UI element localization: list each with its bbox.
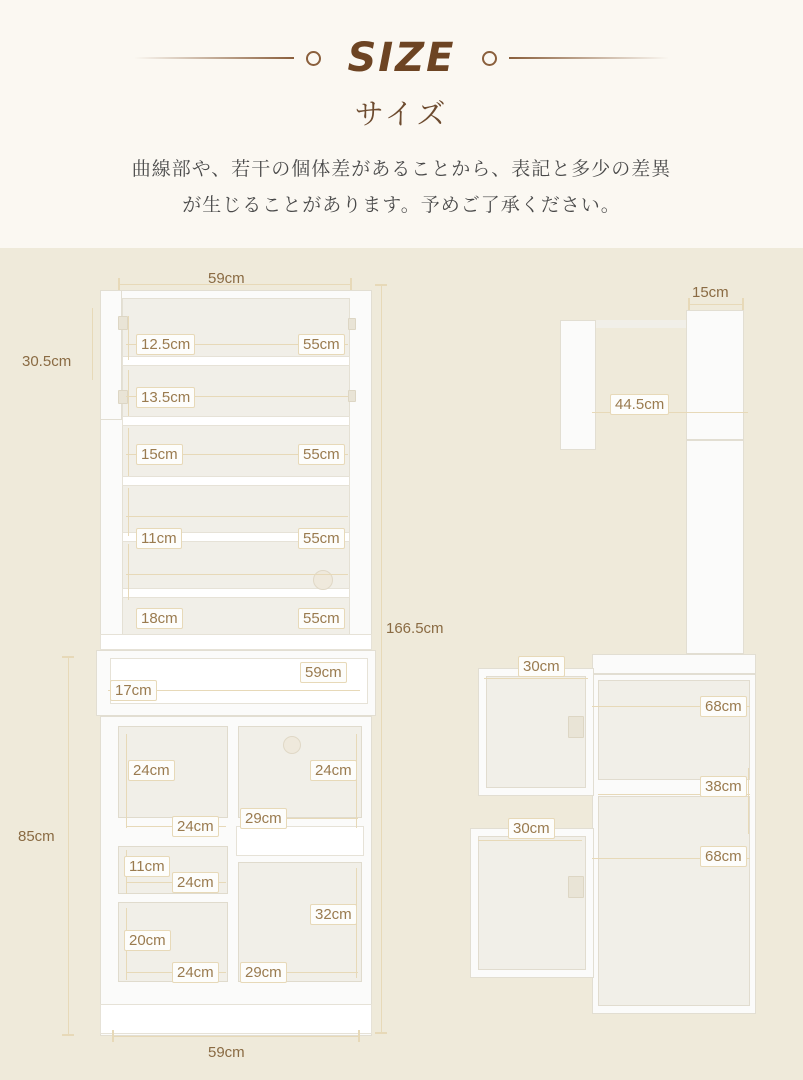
front-upper-right-hinge-bottom <box>348 390 356 402</box>
front-upper-hinge-bottom <box>118 390 128 404</box>
dim-side-mid-height-line <box>748 768 749 834</box>
label-shelf1-width: 55cm <box>298 334 345 355</box>
label-side-drawer-lower: 30cm <box>508 818 555 839</box>
label-bottom-right-w: 29cm <box>240 962 287 983</box>
side-lower-panel-2 <box>598 796 750 1006</box>
label-side-counter-bottom: 68cm <box>700 846 747 867</box>
side-upper-right-panel <box>686 310 744 440</box>
dim-lower-height-line <box>68 656 69 1036</box>
label-bottom-width: 59cm <box>208 1044 245 1061</box>
front-shelf-1 <box>122 356 350 366</box>
dim-side-drawer-lower-line <box>478 840 582 841</box>
side-lower-panel-1 <box>598 680 750 780</box>
front-shelf-2 <box>122 416 350 426</box>
dim-upper-height-line <box>92 308 93 380</box>
label-left-door-h: 24cm <box>128 760 175 781</box>
note-text <box>0 152 803 224</box>
label-top-width: 59cm <box>208 270 245 287</box>
label-mid-left-w: 24cm <box>172 872 219 893</box>
dim-shelf2-vline <box>128 370 129 416</box>
label-shelf5-width: 55cm <box>298 608 345 629</box>
decor-ring-right <box>482 51 497 66</box>
dim-shelf3-vline <box>128 428 129 476</box>
dim-bottom-width-tick-right <box>358 1030 360 1042</box>
dim-side-drawer-upper-line <box>484 678 588 679</box>
front-upper-hinge-top <box>118 316 128 330</box>
label-shelf3-depth: 15cm <box>136 444 183 465</box>
dim-total-height-tick-bottom <box>375 1032 387 1034</box>
label-side-drawer-upper: 30cm <box>518 656 565 677</box>
dim-side-top-depth-tick-right <box>742 298 744 310</box>
dim-shelf1-vline <box>128 316 129 360</box>
label-shelf4-depth: 11cm <box>136 528 182 549</box>
label-side-upper-width: 44.5cm <box>610 394 669 415</box>
label-left-door-w: 24cm <box>172 816 219 837</box>
dim-shelf4-vline <box>128 488 129 536</box>
dim-left-door-vline <box>126 734 127 828</box>
decor-rule-left <box>134 57 294 59</box>
label-counter-depth: 17cm <box>110 680 157 701</box>
label-upper-height: 30.5cm <box>22 353 72 370</box>
dim-lower-height-tick-bottom <box>62 1034 74 1036</box>
dim-side-top-depth-line <box>688 304 744 305</box>
label-side-counter-top: 68cm <box>700 696 747 717</box>
dim-shelf4-line <box>126 516 348 517</box>
label-bottom-right-h: 32cm <box>310 904 357 925</box>
subtitle: サイズ <box>354 99 449 131</box>
front-lower-knob <box>283 736 301 754</box>
dim-shelf5-vline <box>128 544 129 600</box>
note-line-2: が生じることがあります。予めご了承ください。 <box>182 195 621 217</box>
dim-total-height-tick-top <box>375 284 387 286</box>
side-drawer-lower-inner <box>478 836 586 970</box>
side-drawer-upper-hinge <box>568 716 584 738</box>
front-upper-bottom-panel <box>100 634 372 650</box>
label-shelf1-depth: 12.5cm <box>136 334 195 355</box>
label-bottom-left-w: 24cm <box>172 962 219 983</box>
page-title: SIZE <box>347 35 456 81</box>
label-shelf4-width: 55cm <box>298 528 345 549</box>
label-right-door-w: 29cm <box>240 808 287 829</box>
side-upper-top-shelf <box>596 320 686 328</box>
label-bottom-left-h: 20cm <box>124 930 171 951</box>
front-upper-knob <box>313 570 333 590</box>
dim-bottom-width-tick-left <box>112 1030 114 1042</box>
label-mid-left-h: 11cm <box>124 856 170 877</box>
dim-top-width-tick-right <box>350 278 352 290</box>
label-total-height: 166.5cm <box>386 620 444 637</box>
diagram-area <box>0 248 803 1080</box>
front-shelf-3 <box>122 476 350 486</box>
front-upper-right-hinge-top <box>348 318 356 330</box>
decor-ring-left <box>306 51 321 66</box>
note-line-1: 曲線部や、若干の個体差があることから、表記と多少の差異 <box>131 159 672 180</box>
label-shelf2-depth: 13.5cm <box>136 387 195 408</box>
front-mid-drawer <box>236 826 364 856</box>
label-lower-height: 85cm <box>18 828 55 845</box>
label-side-top-depth: 15cm <box>692 284 729 301</box>
label-right-door-h: 24cm <box>310 760 357 781</box>
label-side-mid-height: 38cm <box>700 776 747 797</box>
side-tall-column <box>686 440 744 654</box>
label-drawer-width: 59cm <box>300 662 347 683</box>
label-shelf3-width: 55cm <box>298 444 345 465</box>
label-shelf5-depth: 18cm <box>136 608 183 629</box>
side-upper-left-panel <box>560 320 596 450</box>
side-counter-top <box>592 654 756 674</box>
front-shelf-5 <box>122 588 350 598</box>
title-row <box>0 32 803 84</box>
side-drawer-lower-hinge <box>568 876 584 898</box>
decor-rule-right <box>509 57 669 59</box>
dim-side-top-depth-tick-left <box>688 298 690 310</box>
front-lower-base <box>100 1004 372 1034</box>
dim-right-door-vline <box>356 734 357 828</box>
dim-lower-height-tick-top <box>62 656 74 658</box>
dim-total-height-line <box>381 284 382 1032</box>
header-section <box>0 0 803 248</box>
dim-top-width-tick-left <box>118 278 120 290</box>
dim-shelf5-line <box>126 574 348 575</box>
dim-bottom-width-line <box>112 1036 360 1037</box>
